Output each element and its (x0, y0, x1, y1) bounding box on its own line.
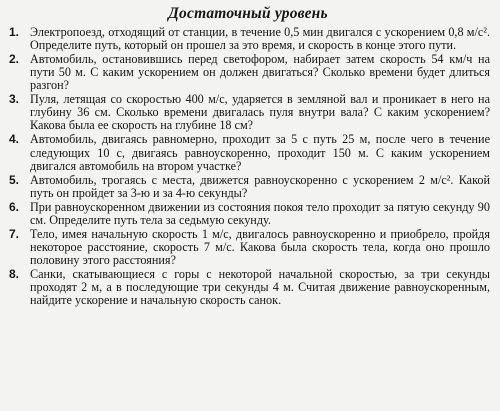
problem-text: Тело, имея начальную скорость 1 м/с, двигалось равноускоренно и приобрело, пройдя некоторое расстояние, скорость 7 м/с. Какова была скорость тела, когда оно прошло половину этого расстояния? (30, 226, 490, 267)
problem-item (6, 53, 490, 92)
problem-text: Автомобиль, двигаясь равномерно, проходит за 5 с путь 25 м, после чего в течение следующих 10 с, двигаясь равноускоренно, проходит 150 м. С каким ускорением двигался автомобиль на втором участке? (30, 132, 490, 173)
problem-item (6, 268, 490, 307)
problem-text: Электропоезд, отходящий от станции, в течение 0,5 мин двигался с ускорением 0,8 м/с². Определите путь, который он прошел за это время, и скорость в конце этого пути. (30, 25, 490, 53)
problem-item (6, 93, 490, 132)
problem-text: Автомобиль, трогаясь с места, движется равноускоренно с ускорением 2 м/с². Какой путь он пройдет за 3-ю и за 4-ю секунды? (30, 172, 490, 200)
problem-text: При равноускоренном движении из состояния покоя тело проходит за пятую секунду 90 см. Определите путь тела за седьмую секунду. (30, 199, 490, 227)
problem-item (6, 228, 490, 267)
problem-number: 6. (9, 199, 20, 214)
problem-number: 1. (9, 25, 20, 39)
problem-text: Санки, скатывающиеся с горы с некоторой начальной скоростью, за три секунды проходят 2 м, а в последующие три секунды 4 м. Считая движение равноускоренным, найдите ускорение и начальную скорость санок. (30, 266, 490, 308)
problem-number: 3. (9, 92, 20, 107)
problem-item (6, 174, 490, 200)
problem-number: 2. (9, 52, 20, 67)
problem-item (6, 26, 490, 52)
problem-text: Автомобиль, остановившись перед светофором, набирает затем скорость 54 км/ч на пути 50 м. С каким ускорением он должен двигаться? Сколько времени будет длиться разгон? (30, 52, 490, 93)
problem-number: 4. (9, 132, 20, 147)
problem-number: 7. (9, 226, 20, 241)
problem-list (6, 26, 490, 307)
section-title: Достаточный уровень (168, 5, 328, 22)
problem-item (6, 201, 490, 227)
problem-number: 8. (9, 266, 20, 281)
problem-text: Пуля, летящая со скоростью 400 м/с, ударяется в земляной вал и проникает в него на глубину 36 см. Сколько времени двигалась пуля внутри вала? С каким ускорением? Какова была ее скорость на глубине 18 см? (30, 92, 490, 133)
problem-number: 5. (9, 172, 20, 187)
problem-item (6, 133, 490, 172)
